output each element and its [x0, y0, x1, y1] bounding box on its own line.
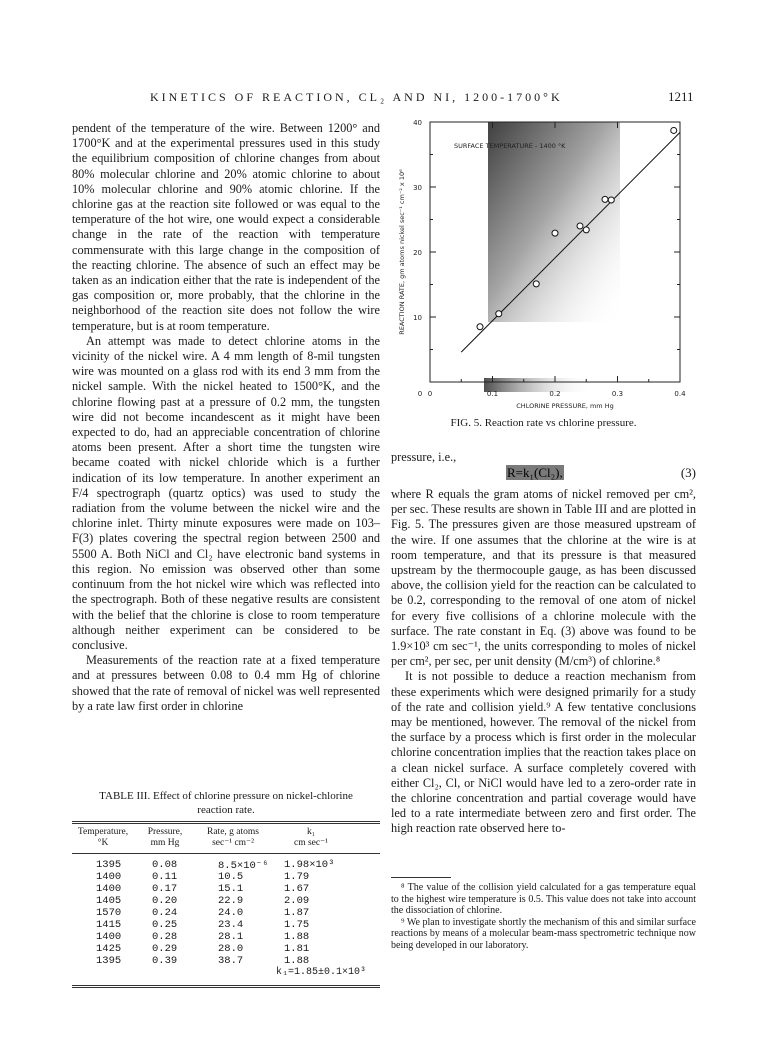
col-header-rate: Rate, g atoms sec⁻¹ cm⁻² — [207, 827, 259, 848]
data-point — [602, 196, 608, 202]
cell-pressure: 0.24 — [152, 907, 178, 919]
table-top-rule — [72, 821, 380, 822]
footnote-9: ⁹ We plan to investigate shortly the mechanism of this and similar surface reactions by means of a molecular beam-mass spectrometric technique now being developed in our laboratory. — [391, 916, 696, 951]
cell-k1: 2.09 — [284, 895, 310, 907]
cell-temperature: 1425 — [96, 943, 122, 955]
col-header-pressure: Pressure, mm Hg — [147, 827, 183, 848]
cell-k1: 1.81 — [284, 943, 310, 955]
table-caption-line-2: reaction rate. — [197, 804, 255, 816]
table-bottom-rule-2 — [72, 987, 380, 988]
data-point — [496, 311, 502, 317]
data-point — [552, 230, 558, 236]
cell-k1: 1.75 — [284, 919, 310, 931]
cell-k1: 1.88 — [284, 931, 310, 943]
data-point — [608, 197, 614, 203]
equation: R=k₁(Cl₂), — [507, 465, 563, 480]
figure-chart — [390, 112, 700, 412]
data-point — [583, 227, 589, 233]
scan-shading-bottom — [484, 378, 594, 392]
cell-k1: 1.67 — [284, 883, 310, 895]
equation-number: (3) — [680, 465, 696, 480]
y-axis-label: REACTION RATE, gm atoms nickel sec⁻¹ cm⁻² x 10⁶ — [398, 169, 406, 335]
y-tick-label: 10 — [413, 314, 422, 322]
x-tick-label: 0.3 — [611, 390, 624, 398]
cell-temperature: 1395 — [96, 955, 122, 967]
cell-k1: 1.88 — [284, 955, 310, 967]
right-paragraph-1: where R equals the gram atoms of nickel removed per cm², per sec. These results are shown in Table III and are plotted in Fig. 5. The pressures given are those measured upstream of the wire. If one assumes that the chlorine at the wire is at room temperature, and that its pressure is that measured upstream by the thermocouple gauge, as has been discussed above, the collision yield for the reaction can be calculated to be 0.2, corresponding to the removal of one atom of nickel for every five collisions of a chlorine molecule with the surface. The rate constant in Eq. (3) above was found to be 1.9×10³ cm sec⁻¹, the units corresponding to moles of nickel per cm², per sec, per unit density (M/cm³) of chlorine.⁸ — [391, 487, 696, 669]
cell-temperature: 1570 — [96, 907, 122, 919]
surface-temperature-annotation: SURFACE TEMPERATURE - 1400 °K — [454, 142, 566, 150]
cell-rate: 38.7 — [218, 955, 244, 967]
cell-rate: 24.0 — [218, 907, 244, 919]
cell-k1: 1.87 — [284, 907, 310, 919]
cell-rate: 23.4 — [218, 919, 244, 931]
cell-temperature: 1400 — [96, 883, 122, 895]
left-paragraph-2: An attempt was made to detect chlorine atoms in the vicinity of the nickel wire. A 4 mm length of 8-mil tungsten wire was mounted on a glass rod with its end 3 mm from the nickel sample. With the nickel heated to 1500°K, and the chlorine flowing past at a pressure of 0.2 mm, the tungsten wire did not become incandescent as it might have been expected to do, had an appreciable concentration of chlorine atoms been present. After a short time the tungsten wire became coated with nickel chloride which is a further indication of its low temperature. In another experiment an F/4 spectrograph (quartz optics) was used to study the radiation from the volume between the nickel wire and the chlorine inlet. Thirty minute exposures were made on 103–F(3) plates covering the spectral region between 2500 and 5500 A. Both NiCl and Cl₂ have electronic band systems in this region. No emission was observed other than some continuum from the hot nickel wire which was reflected into the spectrograph. Both of these negative results are consistent with the belief that the chlorine is close to room temperature although neither experiment can be considered to be conclusive. — [72, 333, 380, 652]
table-caption-line-1: TABLE III. Effect of chlorine pressure on nickel-chlorine — [99, 790, 353, 802]
right-column — [391, 487, 696, 837]
table-header-rule — [72, 853, 380, 854]
page-number: 1211 — [668, 89, 694, 104]
equation-row — [391, 465, 696, 483]
cell-pressure: 0.25 — [152, 919, 178, 931]
cell-pressure: 0.39 — [152, 955, 178, 967]
footnote-8: ⁸ The value of the collision yield calculated for a gas temperature equal to the highest wire temperature is 0.5. This value does not take into account the dissociation of chlorine. — [391, 882, 696, 916]
table-caption — [72, 789, 380, 817]
table-top-rule-2 — [72, 823, 380, 824]
table-summary: k₁=1.85±0.1×10³ — [276, 967, 367, 978]
table-bottom-rule — [72, 985, 380, 986]
right-intro: pressure, i.e., — [391, 450, 457, 464]
col-header-k1: k₁ cm sec⁻¹ — [294, 827, 328, 848]
cell-k1: 1.79 — [284, 871, 310, 883]
left-paragraph-1: pendent of the temperature of the wire. Between 1200° and 1700°K and at the experimental pressures used in this study the equilibrium composition of chlorine changes from about 80% molecular chlorine and 20% atomic chlorine to about 10% molecular chlorine and 90% atomic chlorine. If the chlorine gas at the reaction site followed or was equal to the temperature of the hot wire, one would expect a considerable change in the rate of the reaction with temperature commensurate with this large change in the composition of the reacting chlorine. The absence of such an effect may be taken as an indication either that the rate is independent of the gas composition or, more probably, that the chlorine in the neighborhood of the reaction site does not follow the wire temperature, but is at room temperature. — [72, 121, 380, 333]
x-tick-label: 0.4 — [674, 390, 686, 398]
left-paragraph-3: Measurements of the reaction rate at a fixed temperature and at pressures between 0.08 to 0.4 mm Hg of chlorine showed that the rate of removal of nickel was well represented by a rate law first order in chlorine — [72, 653, 380, 713]
figure-caption: FIG. 5. Reaction rate vs chlorine pressure. — [450, 417, 637, 429]
footnotes — [391, 882, 696, 951]
y-tick-label: 20 — [413, 249, 422, 257]
scan-shading-top — [488, 122, 620, 322]
data-point — [477, 324, 483, 330]
cell-temperature: 1395 — [96, 859, 122, 871]
cell-rate: 8.5×10⁻⁶ — [218, 860, 269, 872]
x-tick-label: 0 — [427, 390, 433, 398]
cell-temperature: 1400 — [96, 931, 122, 943]
cell-rate: 22.9 — [218, 895, 244, 907]
footnote-rule — [391, 877, 451, 878]
origin-label: 0 — [417, 390, 423, 398]
data-point — [533, 281, 539, 287]
cell-pressure: 0.20 — [152, 895, 178, 907]
cell-rate: 28.0 — [218, 943, 244, 955]
data-point — [577, 223, 583, 229]
x-tick-label: 0.1 — [486, 390, 499, 398]
cell-pressure: 0.08 — [152, 859, 178, 871]
cell-pressure: 0.11 — [152, 871, 178, 883]
data-point — [671, 127, 677, 133]
data-table — [72, 821, 380, 978]
cell-temperature: 1405 — [96, 895, 122, 907]
cell-rate: 15.1 — [218, 883, 244, 895]
y-tick-label: 40 — [413, 119, 422, 127]
x-tick-label: 0.2 — [549, 390, 561, 398]
cell-rate: 10.5 — [218, 871, 244, 883]
cell-pressure: 0.17 — [152, 883, 178, 895]
cell-pressure: 0.29 — [152, 943, 178, 955]
cell-temperature: 1415 — [96, 919, 122, 931]
col-header-temperature: Temperature, °K — [77, 827, 129, 848]
left-column — [72, 121, 380, 714]
cell-k1: 1.98×10³ — [284, 859, 335, 871]
cell-pressure: 0.28 — [152, 931, 178, 943]
right-paragraph-2: It is not possible to deduce a reaction mechanism from these experiments which were designed primarily for a study of the rate and collision yield.⁹ A few tentative conclusions may be mentioned, however. The removal of the nickel from the surface by a process which is first order in the molecular chlorine concentration implies that the reaction takes place on a clean nickel surface. A surface completely covered with either Cl₂, Cl, or NiCl would have led to a zero-order rate in the chlorine concentration and partial coverage would have led to a rate intermediate between zero and first order. The high reaction rate observed here to- — [391, 669, 696, 836]
cell-temperature: 1400 — [96, 871, 122, 883]
y-tick-label: 30 — [413, 184, 422, 192]
running-head: KINETICS OF REACTION, CL₂ AND NI, 1200-1700°K — [150, 90, 563, 104]
cell-rate: 28.1 — [218, 931, 244, 943]
x-axis-label: CHLORINE PRESSURE, mm Hg — [516, 402, 614, 410]
